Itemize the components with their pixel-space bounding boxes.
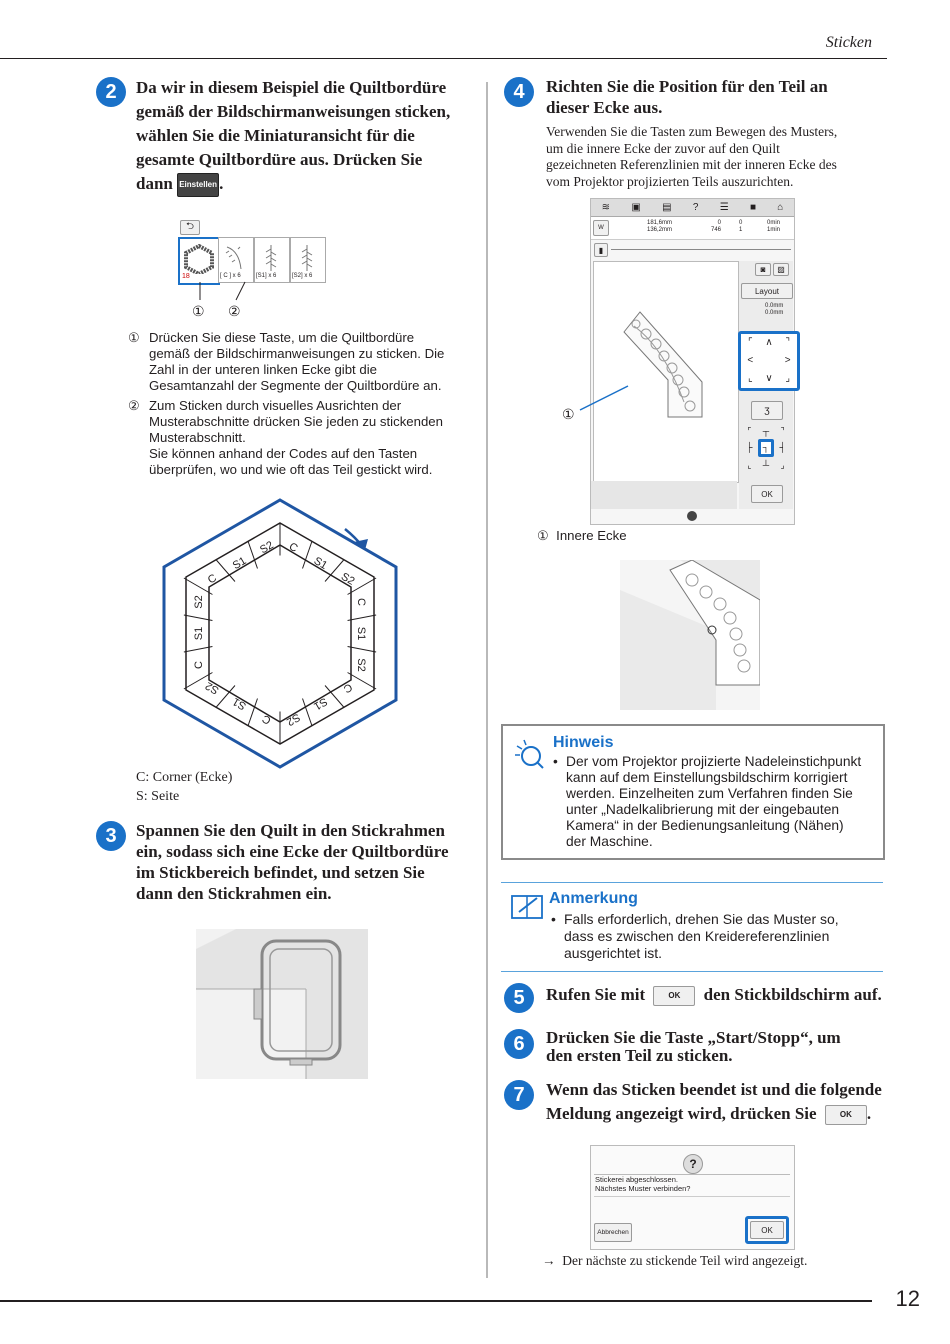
move-up-button[interactable]: ∧ bbox=[765, 337, 773, 348]
hinweis-text: • Der vom Projektor projizierte Nadeleinstichpunkt kann auf dem Einstellungsbildschirm korrigiert werden. Einzelheiten zum Verfahren finden Sie unter „Nadelkalibrierung mit der eingebauten Kamera“ in der Bedienungsanleitung (Nähen) der Maschine. bbox=[553, 754, 862, 849]
pattern-size: 181,6mm 136,2mm bbox=[647, 220, 673, 233]
hex-segment-label: S2 bbox=[258, 539, 276, 557]
lightbulb-icon bbox=[513, 738, 547, 772]
hex-segment-label: C bbox=[341, 680, 355, 695]
settings-icon[interactable]: ☰ bbox=[719, 202, 729, 213]
frame-icon: W bbox=[593, 220, 609, 236]
layout-button[interactable]: Layout bbox=[741, 283, 793, 299]
anmerkung-title: Anmerkung bbox=[549, 890, 638, 907]
home-icon[interactable]: ⌂ bbox=[777, 202, 784, 213]
thread-icon: ▮ bbox=[594, 243, 608, 257]
step-6-badge: 6 bbox=[504, 1029, 534, 1059]
step-4-body: Verwenden Sie die Tasten zum Bewegen des Musters, um die innere Ecke der zuvor auf den Quilt gezeichneten Referenzlinien mit der inneren Ecke des vom Projektor projizierten Teils auszurichten. bbox=[546, 124, 838, 189]
back-icon: ⮌ bbox=[180, 220, 200, 235]
hex-segment-label: S1 bbox=[230, 694, 249, 713]
hex-segment-label: S1 bbox=[193, 626, 206, 641]
point-bottom-left[interactable]: ⌞ bbox=[747, 459, 752, 470]
hex-segment-label: C bbox=[205, 572, 219, 587]
point-top-left[interactable]: ⌜ bbox=[747, 426, 752, 436]
footer-rule bbox=[0, 1300, 872, 1302]
callout-1: ① bbox=[192, 303, 205, 319]
step-5-title: Rufen Sie mit OK den Stickbildschirm auf. bbox=[546, 983, 886, 1007]
thumb-side-1-code: [S1] x 6 bbox=[256, 273, 277, 279]
move-down-left-button[interactable]: ⌞ bbox=[747, 373, 753, 384]
hex-segment-label: S1 bbox=[311, 694, 330, 713]
hex-segment-label: S1 bbox=[230, 554, 249, 573]
feather-side-icon bbox=[293, 243, 323, 271]
move-down-button[interactable]: ∨ bbox=[765, 373, 773, 384]
header-rule bbox=[0, 58, 887, 59]
progress-line bbox=[611, 249, 791, 250]
step-2-title: Da wir in diesem Beispiel die Quiltbordüre gemäß der Bildschirmanweisungen sticken, wählen Sie die Miniaturansicht für die gesamte Quiltbordüre aus. Drücken Sie dann Einstellen . bbox=[136, 76, 481, 197]
step-4-title: Richten Sie die Position für den Teil an dieser Ecke aus. bbox=[546, 77, 828, 117]
thumb-count: 18 bbox=[182, 273, 190, 280]
screen-callout-1: ① bbox=[562, 406, 575, 422]
document-icon[interactable]: ▤ bbox=[662, 202, 672, 213]
hex-segment-label: S2 bbox=[203, 679, 222, 697]
offset-readout: 0.0mm 0.0mm bbox=[765, 303, 784, 316]
color-count: 0 1 bbox=[739, 220, 743, 233]
hex-segment-label: S2 bbox=[284, 710, 302, 728]
anmerkung-top-rule bbox=[501, 882, 883, 883]
step-7-badge: 7 bbox=[504, 1080, 534, 1110]
hexagon-thumb-icon bbox=[180, 244, 218, 274]
hex-segment-label: S1 bbox=[311, 554, 330, 573]
step-7-result: → Der nächste zu stickende Teil wird angezeigt. bbox=[542, 1253, 808, 1268]
feather-corner-icon bbox=[221, 243, 251, 271]
move-up-left-button[interactable]: ⌜ bbox=[747, 337, 753, 348]
step-5-badge: 5 bbox=[504, 983, 534, 1013]
camera-tab-icon[interactable]: ▣ bbox=[631, 202, 641, 213]
point-top[interactable]: ┬ bbox=[762, 426, 770, 436]
machine-screen bbox=[590, 198, 795, 525]
screen-tabbar bbox=[591, 199, 794, 217]
step-2-note-1: ① Drücken Sie diese Taste, um die Quiltbordüre gemäß der Bildschirmanweisungen zu sticken. Die Zahl in der unteren linken Ecke gibt die Gesamtanzahl der Segmente der Quiltbordüre an. bbox=[128, 330, 445, 393]
move-up-right-button[interactable]: ⌝ bbox=[785, 337, 790, 348]
thumbnail-screen bbox=[178, 218, 330, 286]
point-right[interactable]: ┤ bbox=[779, 442, 786, 453]
move-down-right-button[interactable]: ⌟ bbox=[785, 373, 790, 384]
inner-corner-leader bbox=[570, 380, 630, 420]
camera-icon[interactable]: ◙ bbox=[755, 263, 771, 276]
edit-panel bbox=[739, 261, 793, 509]
column-divider bbox=[486, 82, 488, 1278]
hex-segment-label: S2 bbox=[354, 658, 367, 672]
step-2-note-2: ② Zum Sticken durch visuelles Ausrichten der Musterabschnitte drücken Sie jeden zu stickenden Musterabschnitt. Sie können anhand der Codes auf den Tasten überprüfen, wo und wie oft das Teil gestickt wird. bbox=[128, 398, 443, 477]
hinweis-box bbox=[501, 724, 885, 860]
hex-segment-label: S2 bbox=[193, 595, 206, 609]
callout-2: ② bbox=[228, 303, 241, 319]
needle-icon[interactable] bbox=[687, 511, 697, 521]
point-bottom[interactable]: ┴ bbox=[762, 459, 770, 470]
corner-point-pad bbox=[741, 423, 791, 473]
stitch-simulate-button[interactable]: ʒ bbox=[751, 401, 783, 420]
lock-icon[interactable]: ■ bbox=[749, 202, 756, 213]
step-2-badge: 2 bbox=[96, 77, 126, 107]
time-readout: 0min 1min bbox=[767, 220, 781, 233]
question-icon: ? bbox=[683, 1154, 703, 1174]
hex-legend-1: C: Corner (Ecke) bbox=[136, 770, 233, 785]
anmerkung-text: • Falls erforderlich, drehen Sie das Muster so, dass es zwischen den Kreidereferenzlinien ausgerichtet ist. bbox=[551, 911, 839, 961]
thumb-side-2-code: [S2] x 6 bbox=[292, 273, 313, 279]
canvas-bottom-bar bbox=[591, 481, 737, 509]
projected-corner-illustration bbox=[620, 560, 760, 710]
hex-segment-label: S1 bbox=[354, 626, 367, 641]
ok-button-image: OK bbox=[825, 1105, 867, 1125]
point-inner-corner-button[interactable]: ┐ bbox=[758, 439, 775, 456]
notebook-icon bbox=[509, 892, 545, 922]
point-top-right[interactable]: ⌝ bbox=[780, 426, 785, 436]
stitch-count: 0 746 bbox=[710, 220, 721, 233]
step-4-badge: 4 bbox=[504, 77, 534, 107]
dialog-ok-button[interactable]: OK bbox=[750, 1221, 784, 1239]
thumb-corner[interactable] bbox=[218, 237, 254, 283]
point-bottom-right[interactable]: ⌟ bbox=[780, 459, 785, 470]
page-number: 12 bbox=[895, 1286, 920, 1311]
einstellen-button-image: Einstellen bbox=[177, 173, 219, 197]
hex-segment-label: C bbox=[354, 598, 367, 606]
step-3-title: Spannen Sie den Quilt in den Stickrahmen ein, sodass sich eine Ecke der Quiltbordüre im Stickbereich befindet, und setzen Sie dann den Stickrahmen ein. bbox=[136, 821, 449, 903]
step-6-title: Drücken Sie die Taste „Start/Stopp“, um den ersten Teil zu sticken. bbox=[546, 1028, 841, 1065]
step-7-title: Wenn das Sticken beendet ist und die folgende Meldung angezeigt wird, drücken Sie OK . bbox=[546, 1078, 886, 1126]
hex-segment-label: C bbox=[260, 712, 274, 727]
cancel-button[interactable]: Abbrechen bbox=[594, 1223, 632, 1242]
hex-segment-label: S2 bbox=[338, 570, 357, 588]
completion-dialog bbox=[590, 1145, 795, 1250]
step-3-badge: 3 bbox=[96, 821, 126, 851]
move-left-button[interactable]: < bbox=[747, 355, 754, 366]
running-header: Sticken bbox=[825, 34, 872, 51]
embroidery-canvas bbox=[593, 261, 739, 483]
anmerkung-bottom-rule bbox=[501, 971, 883, 972]
inner-corner-caption: ① Innere Ecke bbox=[537, 528, 627, 543]
feather-side-icon bbox=[257, 243, 287, 271]
move-right-button[interactable]: > bbox=[784, 355, 791, 366]
thumb-side-2[interactable] bbox=[290, 237, 326, 283]
thumb-side-1[interactable] bbox=[254, 237, 290, 283]
dialog-message: Stickerei abgeschlossen. Nächstes Muster verbinden? bbox=[595, 1175, 691, 1193]
hex-segment-label: C bbox=[193, 661, 206, 669]
pattern-preview bbox=[594, 262, 738, 482]
embroidery-hoop-illustration bbox=[196, 929, 368, 1079]
help-icon[interactable]: ? bbox=[692, 202, 699, 213]
hinweis-title: Hinweis bbox=[553, 734, 614, 751]
move-arrow-pad bbox=[738, 331, 800, 391]
hex-legend-2: S: Seite bbox=[136, 789, 180, 804]
screen-infobar bbox=[591, 217, 794, 240]
thumb-corner-code: [ C ] x 6 bbox=[220, 273, 241, 279]
hexagon-diagram bbox=[160, 495, 400, 770]
wifi-icon[interactable]: ≋ bbox=[601, 202, 611, 213]
ok-highlight bbox=[745, 1216, 789, 1244]
screen-ok-button[interactable]: OK bbox=[751, 485, 783, 503]
ok-button-image: OK bbox=[653, 986, 695, 1006]
point-left[interactable]: ├ bbox=[746, 442, 753, 453]
arrow-right-icon: → bbox=[542, 1253, 556, 1268]
thumb-full-border[interactable] bbox=[178, 237, 220, 285]
hex-segment-label: C bbox=[286, 540, 300, 555]
scan-icon[interactable]: ▨ bbox=[773, 263, 789, 276]
